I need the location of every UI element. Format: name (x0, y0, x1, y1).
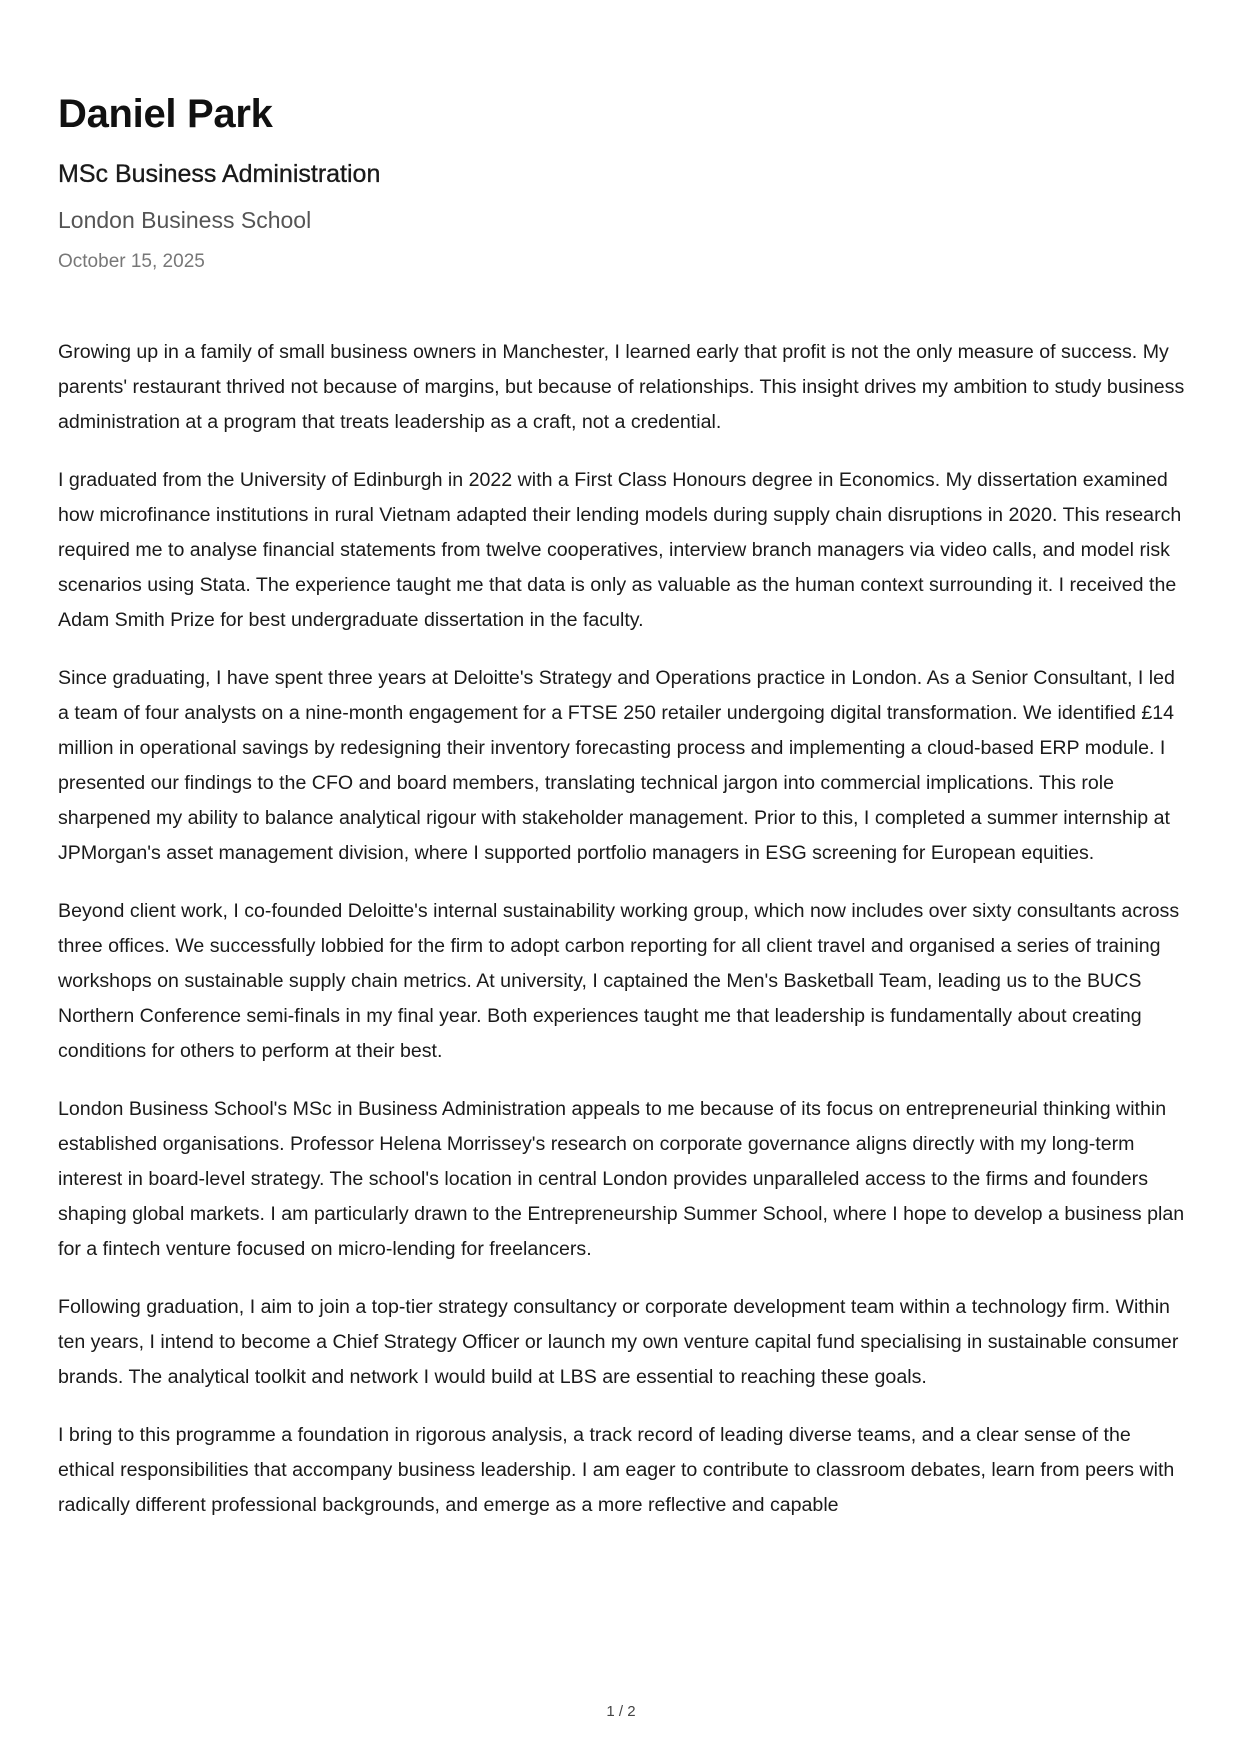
document-date: October 15, 2025 (58, 251, 205, 272)
paragraph-experience: Since graduating, I have spent three years at Deloitte's Strategy and Operations practice in London. As a Senior Consultant, I led a team of four analysts on a nine-month engagement for a FTSE 250 retailer undergoing digital transformation. We identified £14 million in operational savings by redesigning their inventory forecasting process and implementing a cloud-based ERP module. I presented our findings to the CFO and board members, translating technical jargon into commercial implications. This role sharpened my ability to balance analytical rigour with stakeholder management. Prior to this, I completed a summer internship at JPMorgan's asset management division, where I supported portfolio managers in ESG screening for European equities. (58, 667, 1175, 864)
paragraph-leadership: Beyond client work, I co-founded Deloitte's internal sustainability working group, which now includes over sixty consultants across three offices. We successfully lobbied for the firm to adopt carbon reporting for all client travel and organised a series of training workshops on sustainable supply chain metrics. At university, I captained the Men's Basketball Team, leading us to the BUCS Northern Conference semi-finals in my final year. Both experiences taught me that leadership is fundamentally about creating conditions for others to perform at their best. (58, 900, 1180, 1062)
paragraph-intro: Growing up in a family of small business owners in Manchester, I learned early that profit is not the only measure of success. My parents' restaurant thrived not because of margins, but because of relationships. This insight drives my ambition to study business administration at a program that treats leadership as a craft, not a credential. (58, 341, 1185, 433)
program-title: MSc Business Administration (58, 160, 381, 188)
paragraph-goals: Following graduation, I aim to join a top-tier strategy consultancy or corporate development team within a technology firm. Within ten years, I intend to become a Chief Strategy Officer or launch my own venture capital fund specialising in sustainable consumer brands. The analytical toolkit and network I would build at LBS are essential to reaching these goals. (58, 1296, 1179, 1388)
paragraph-closing: I bring to this programme a foundation in rigorous analysis, a track record of leading diverse teams, and a clear sense of the ethical responsibilities that accompany business leadership. I am eager to contribute to classroom debates, learn from peers with radically different professional backgrounds, and emerge as a more reflective and capable (58, 1424, 1175, 1516)
school-name: London Business School (58, 207, 312, 233)
paragraph-education: I graduated from the University of Edinburgh in 2022 with a First Class Honours degree in Economics. My dissertation examined how microfinance institutions in rural Vietnam adapted their lending models during supply chain disruptions in 2020. This research required me to analyse financial statements from twelve cooperatives, interview branch managers via video calls, and model risk scenarios using Stata. The experience taught me that data is only as valuable as the human context surrounding it. I received the Adam Smith Prize for best undergraduate dissertation in the faculty. (58, 469, 1182, 631)
statement-body (58, 335, 1188, 1546)
paragraph-school-fit: London Business School's MSc in Business Administration appeals to me because of its focus on entrepreneurial thinking within established organisations. Professor Helena Morrissey's research on corporate governance aligns directly with my long-term interest in board-level strategy. The school's location in central London provides unparalleled access to the firms and founders shaping global markets. I am particularly drawn to the Entrepreneurship Summer School, where I hope to develop a business plan for a fintech venture focused on micro-lending for freelancers. (58, 1098, 1185, 1260)
applicant-name: Daniel Park (58, 92, 273, 136)
page-number: 1 / 2 (606, 1703, 636, 1720)
